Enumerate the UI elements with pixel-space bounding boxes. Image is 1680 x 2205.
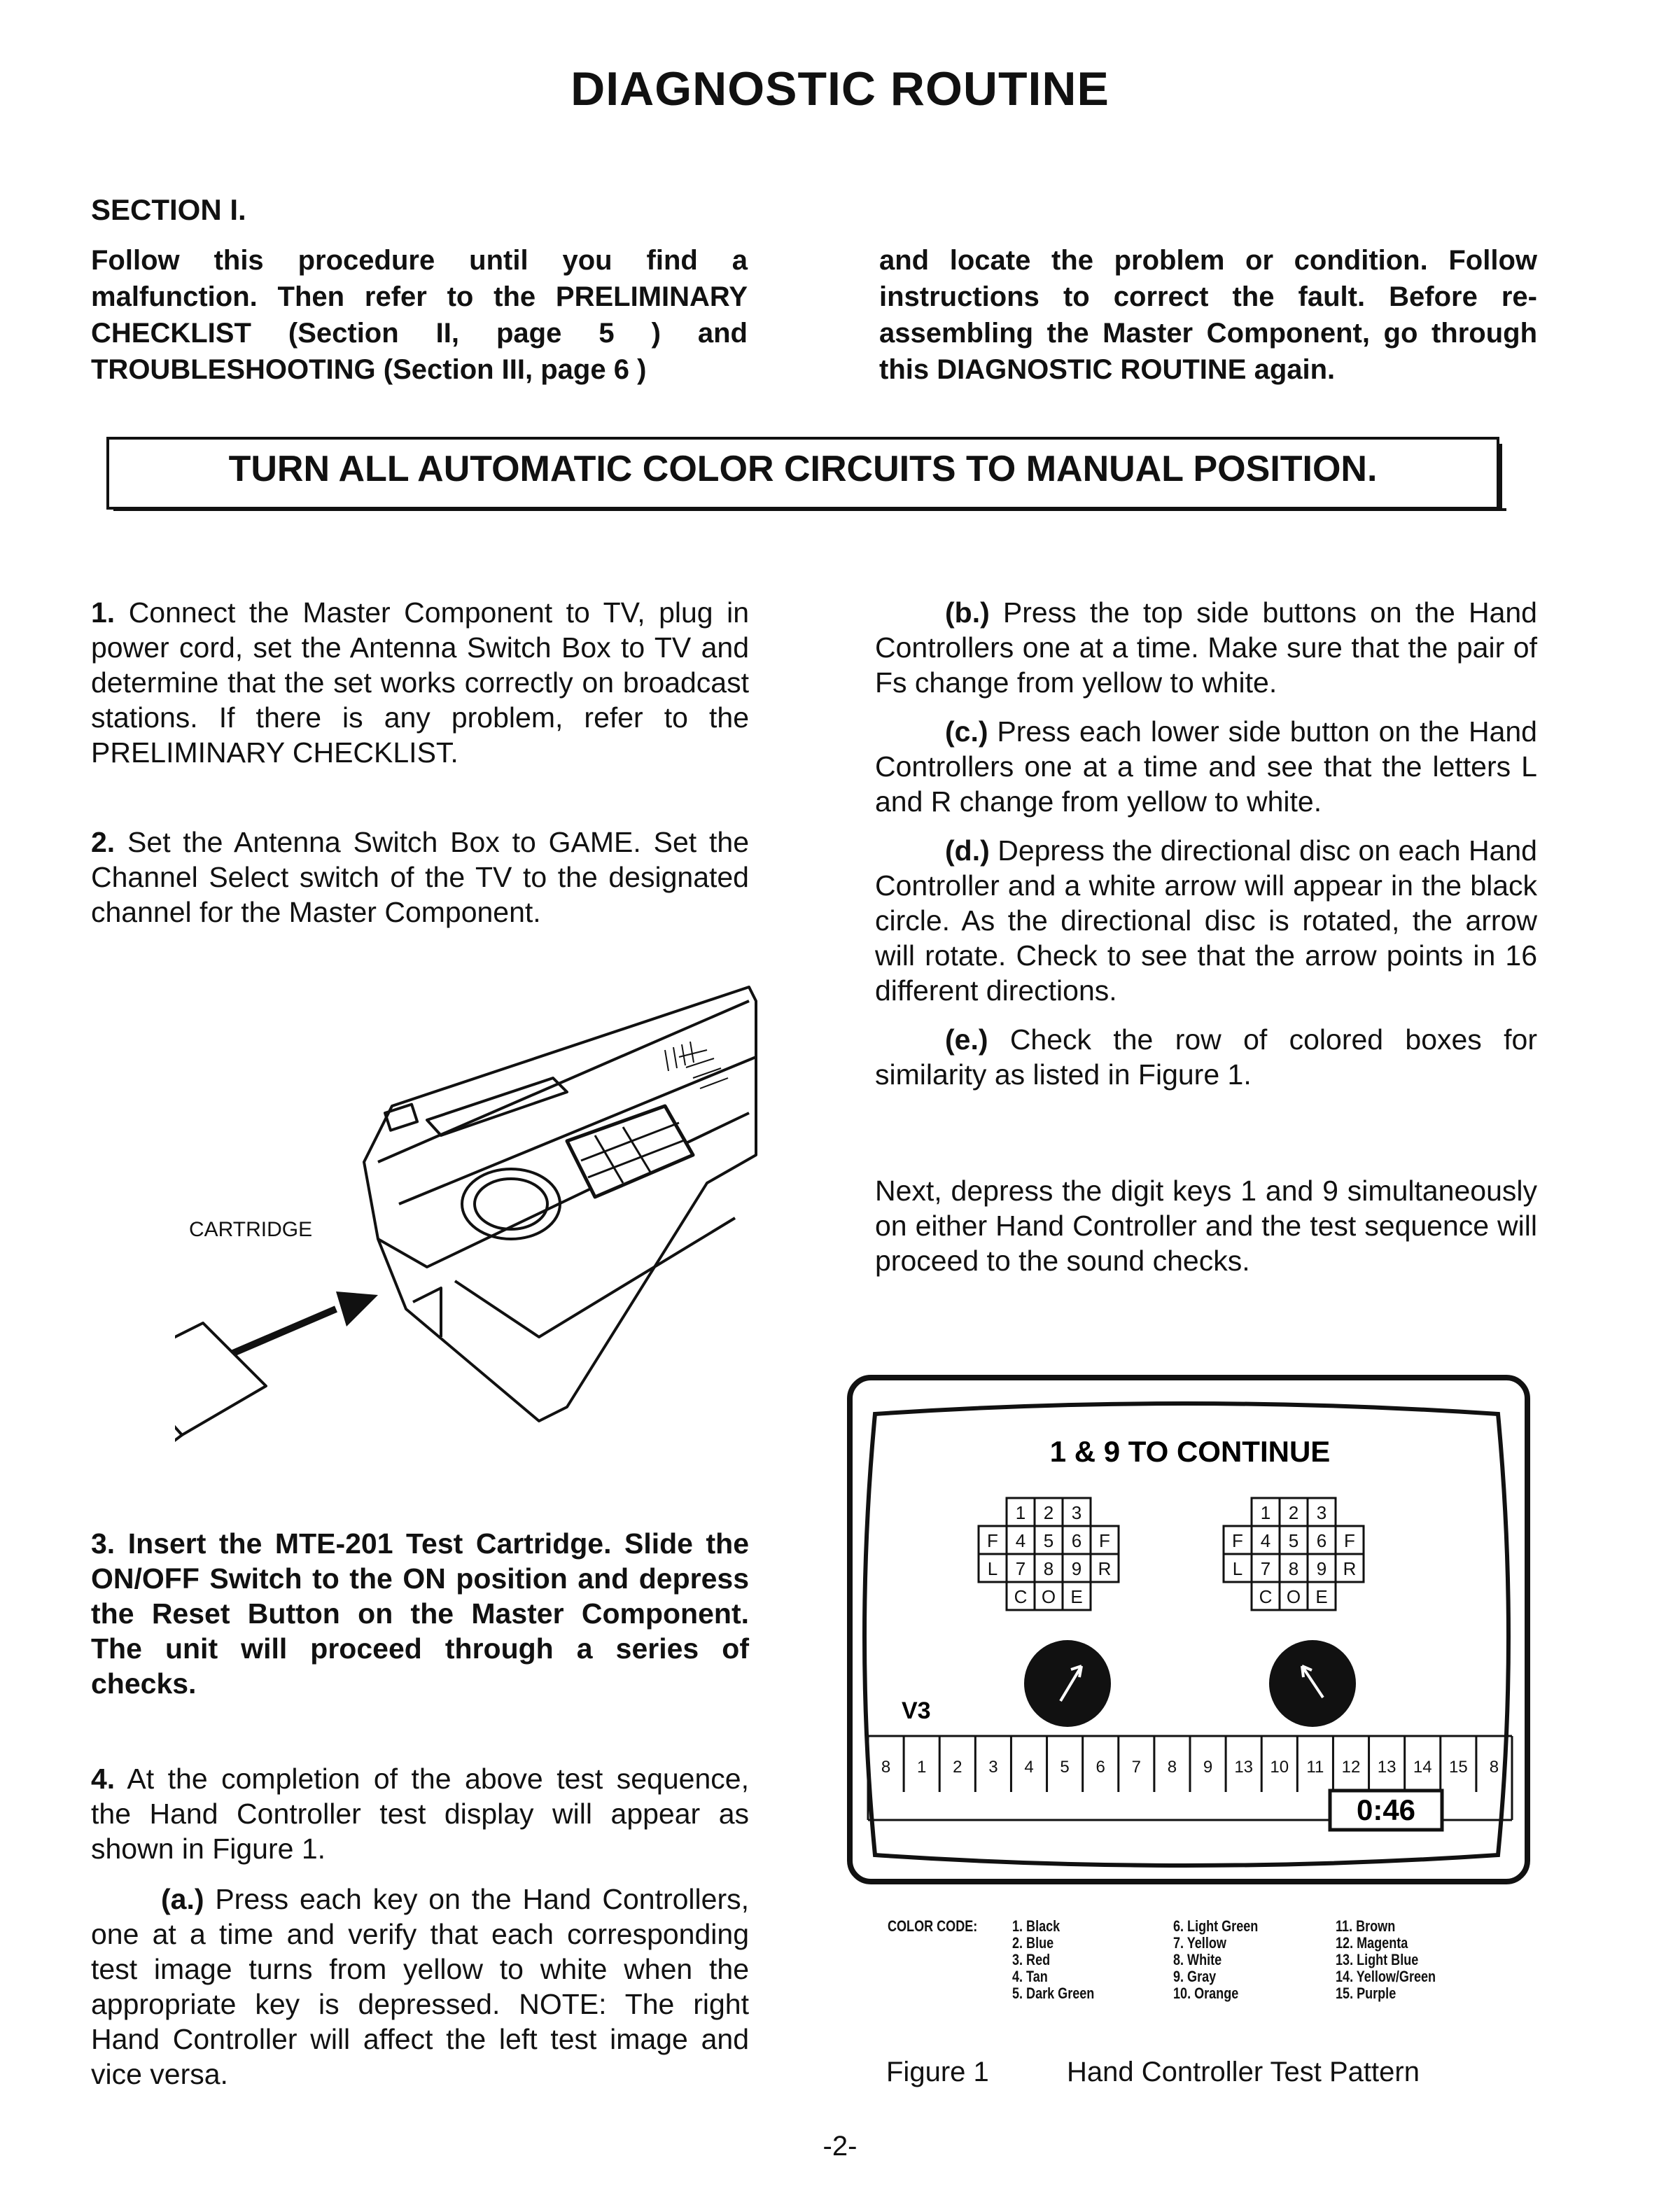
color-bar-label: 6 — [1096, 1758, 1105, 1777]
svg-text:5: 5 — [1043, 1530, 1054, 1551]
next-instructions: Next, depress the digit keys 1 and 9 simultaneously on either Hand Controller and the test sequence will proceed to the sound checks. — [875, 1175, 1537, 1277]
color-bar-label: 9 — [1203, 1758, 1213, 1777]
intro-right-paragraph: and locate the problem or condition. Follow instructions to correct the fault. Before re-assembling the Master Component, go through this DIAGNOSTIC ROUTINE again. — [879, 245, 1537, 385]
figure-title: Hand Controller Test Pattern — [1067, 2057, 1420, 2087]
section-heading: SECTION I. — [91, 193, 246, 226]
color-bar-label: 2 — [953, 1758, 962, 1777]
timer-value: 0:46 — [1356, 1793, 1416, 1826]
step-text: Set the Antenna Switch Box to GAME. Set the Channel Select switch of the TV to the designated channel for the Master Component. — [91, 826, 749, 928]
color-bar-label: 7 — [1131, 1758, 1142, 1777]
svg-text:7: 7 — [1260, 1558, 1271, 1579]
substep-a — [91, 1882, 749, 2092]
banner-shadow-right — [1499, 444, 1502, 511]
svg-text:E: E — [1315, 1586, 1328, 1607]
svg-text:1: 1 — [1260, 1502, 1271, 1523]
step-number: 1. — [91, 596, 115, 629]
svg-text:F: F — [987, 1530, 998, 1551]
step-text: At the completion of the above test sequence, the Hand Controller test display will appear as shown in Figure 1. — [91, 1763, 749, 1865]
svg-text:F: F — [1099, 1530, 1110, 1551]
color-bar-label: 5 — [1060, 1758, 1070, 1777]
svg-text:8: 8 — [1043, 1558, 1054, 1579]
step-number: 2. — [91, 826, 115, 858]
substep-text: Press each key on the Hand Controllers, one at a time and verify that each corresponding test image turns from yellow to white when the appropriate key is depressed. NOTE: The right Hand Controller will affect the left test image and vice versa. — [91, 1883, 749, 2090]
intro-left-paragraph: Follow this procedure until you find a malfunction. Then refer to the PRELIMINARY CHECKLIST (Section II, page 5 ) and TROUBLESHOOTING (Section III, page 6 ) — [91, 245, 748, 385]
svg-text:O: O — [1041, 1586, 1056, 1607]
substep-text: Depress the directional disc on each Hand Controller and a white arrow will appear in the black circle. As the directional disc is rotated, the arrow will rotate. Check to see that the arrow points in 16 different directions. — [875, 834, 1537, 1007]
color-bar-label: 13 — [1377, 1758, 1396, 1777]
color-code-column-3: 11. Brown 12. Magenta 13. Light Blue 14. Yellow/Green 15. Purple — [1336, 1917, 1436, 2002]
color-code-label: COLOR CODE: — [888, 1917, 978, 1935]
step-4 — [91, 1761, 749, 1866]
substep-text: Check the row of colored boxes for similarity as listed in Figure 1. — [875, 1023, 1537, 1091]
svg-text:O: O — [1286, 1586, 1301, 1607]
banner-shadow — [113, 508, 1506, 511]
svg-text:L: L — [1232, 1558, 1243, 1579]
svg-text:R: R — [1098, 1558, 1112, 1579]
console-illustration — [175, 973, 763, 1463]
substep-letter: (c.) — [945, 715, 988, 748]
substep-letter: (e.) — [945, 1023, 988, 1056]
substep-letter: (a.) — [161, 1883, 204, 1915]
svg-text:4: 4 — [1015, 1530, 1026, 1551]
substep-e — [875, 1022, 1537, 1092]
color-code-column-2: 6. Light Green 7. Yellow 8. White 9. Gray 10. Orange — [1173, 1917, 1259, 2002]
color-bar-label: 8 — [1167, 1758, 1177, 1777]
substep-letter: (d.) — [945, 834, 990, 867]
color-bar-label: 12 — [1341, 1758, 1361, 1777]
substep-c — [875, 714, 1537, 819]
substep-text: Press the top side buttons on the Hand Controllers one at a time. Make sure that the pair of Fs change from yellow to white. — [875, 596, 1537, 699]
step-text: Connect the Master Component to TV, plug in power cord, set the Antenna Switch Box to TV and determine that the set works correctly on broadcast stations. If there is any problem, refer to the PRELIMINARY CHECKLIST. — [91, 596, 749, 769]
svg-text:6: 6 — [1071, 1530, 1082, 1551]
step-1 — [91, 595, 749, 770]
color-bar-label: 3 — [988, 1758, 998, 1777]
step-text: Insert the MTE-201 Test Cartridge. Slide the ON/OFF Switch to the ON position and depress the Reset Button on the Master Component. The unit will proceed through a series of checks. — [91, 1527, 749, 1700]
color-bar-label: 10 — [1270, 1758, 1289, 1777]
svg-text:R: R — [1343, 1558, 1357, 1579]
step-number: 3. — [91, 1527, 115, 1560]
svg-text:L: L — [987, 1558, 998, 1579]
svg-text:2: 2 — [1288, 1502, 1299, 1523]
substep-letter: (b.) — [945, 596, 990, 629]
svg-text:3: 3 — [1071, 1502, 1082, 1523]
substep-b — [875, 595, 1537, 700]
color-bar-label: 15 — [1448, 1758, 1468, 1777]
warning-banner-text: TURN ALL AUTOMATIC COLOR CIRCUITS TO MANUAL POSITION. — [228, 449, 1378, 489]
step-2 — [91, 825, 749, 930]
color-bar-label: 8 — [1489, 1758, 1499, 1777]
step-3 — [91, 1526, 749, 1701]
color-bar-label: 11 — [1306, 1758, 1324, 1777]
step-number: 4. — [91, 1763, 115, 1795]
left-direction-disc — [1024, 1640, 1111, 1727]
color-code-column-1: 1. Black 2. Blue 3. Red 4. Tan 5. Dark Green — [1012, 1917, 1095, 2002]
svg-text:C: C — [1014, 1586, 1028, 1607]
svg-text:6: 6 — [1316, 1530, 1327, 1551]
svg-text:8: 8 — [1288, 1558, 1299, 1579]
svg-text:9: 9 — [1316, 1558, 1327, 1579]
color-bar-label: 4 — [1024, 1758, 1034, 1777]
color-bar-label: 13 — [1234, 1758, 1254, 1777]
svg-text:C: C — [1259, 1586, 1273, 1607]
svg-text:7: 7 — [1015, 1558, 1026, 1579]
figure-label: Figure 1 — [886, 2057, 989, 2087]
svg-text:2: 2 — [1043, 1502, 1054, 1523]
svg-text:E: E — [1070, 1586, 1083, 1607]
test-pattern-figure — [847, 1372, 1533, 1890]
page-title: DIAGNOSTIC ROUTINE — [570, 62, 1110, 115]
svg-text:5: 5 — [1288, 1530, 1299, 1551]
svg-text:4: 4 — [1260, 1530, 1271, 1551]
continue-prompt: 1 & 9 TO CONTINUE — [1049, 1435, 1331, 1468]
substep-d — [875, 833, 1537, 1008]
color-bar-label: 14 — [1413, 1758, 1432, 1777]
page-number: -2- — [822, 2131, 858, 2162]
cartridge-label: CARTRIDGE — [189, 1218, 313, 1241]
color-bar-label: 1 — [916, 1758, 927, 1777]
substep-text: Press each lower side button on the Hand Controllers one at a time and see that the letters L and R change from yellow to white. — [875, 715, 1537, 818]
color-bar-label: 8 — [881, 1758, 891, 1777]
svg-text:1: 1 — [1015, 1502, 1026, 1523]
v3-label: V3 — [902, 1698, 931, 1724]
svg-text:3: 3 — [1316, 1502, 1327, 1523]
svg-text:F: F — [1344, 1530, 1355, 1551]
svg-text:9: 9 — [1071, 1558, 1082, 1579]
svg-text:F: F — [1232, 1530, 1243, 1551]
